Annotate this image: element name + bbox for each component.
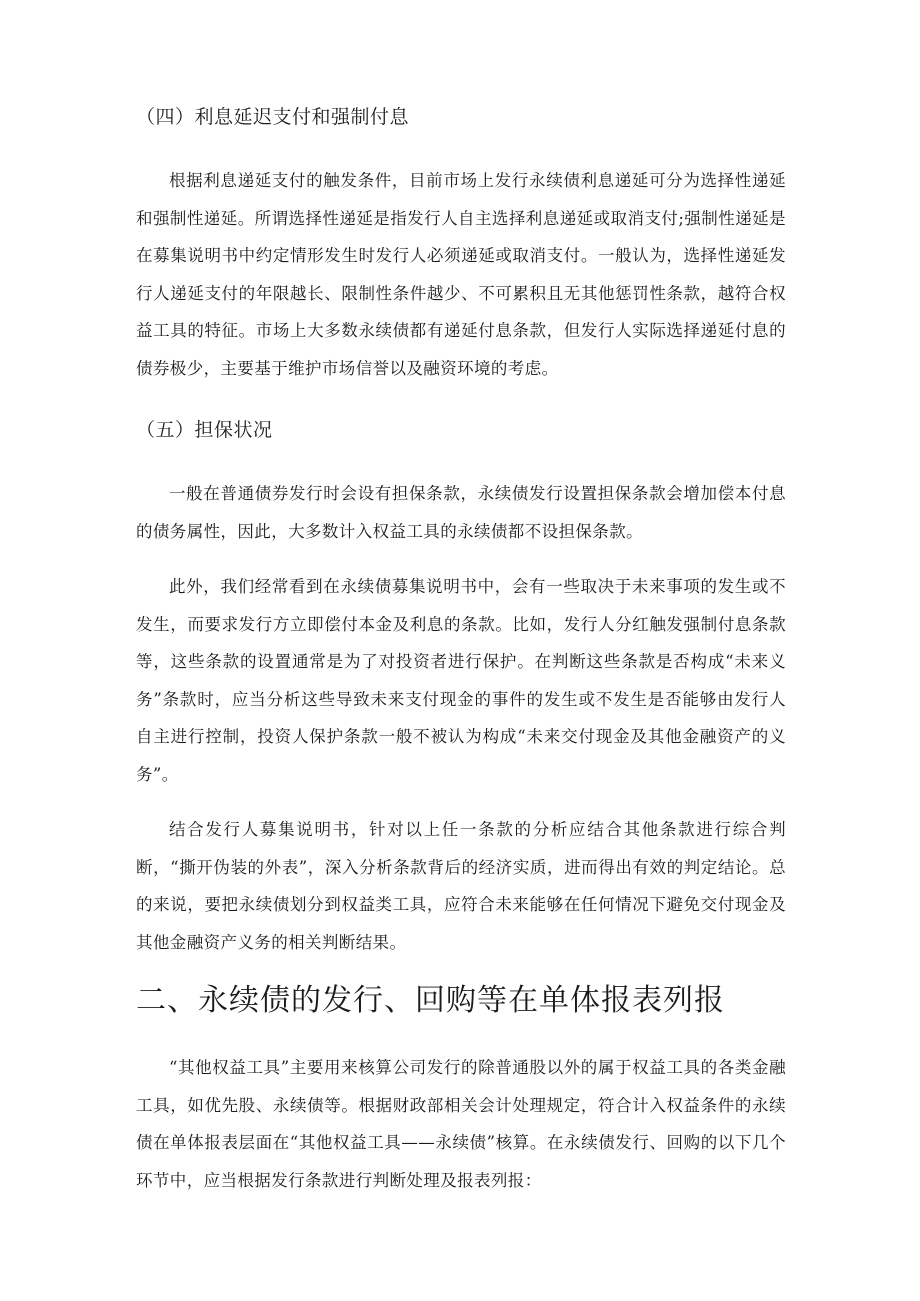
paragraph-future-obligation: 此外，我们经常看到在永续债募集说明书中，会有一些取决于未来事项的发生或不发生，而要求发行方立即偿付本金及利息的条款。比如，发行人分红触发强制付息条款等，这些条款的设置通常是为了对投资者进行保护。在判断这些条款是否构成“未来义务”条款时，应当分析这些导致未来支付现金的事件的发生或不发生是否能够由发行人自主进行控制，投资人保护条款一般不被认为构成“未来交付现金及其他金融资产的义务”。: [136, 577, 786, 784]
paragraph-guarantee: 一般在普通债券发行时会设有担保条款，永续债发行设置担保条款会增加偿本付息的债务属性，因此，大多数计入权益工具的永续债都不设担保条款。: [136, 484, 786, 541]
paragraph-conclusion: 结合发行人募集说明书，针对以上任一条款的分析应结合其他条款进行综合判断，“撕开伪装的外表”，深入分析条款背后的经济实质，进而得出有效的判定结论。总的来说，要把永续债划分到权益类工具，应符合未来能够在任何情况下避免交付现金及其他金融资产义务的相关判断结果。: [136, 820, 786, 952]
section-heading-guarantee: （五）担保状况: [136, 419, 273, 441]
chapter-heading: 二、永续债的发行、回购等在单体报表列报: [136, 983, 725, 1018]
paragraph-deferred-interest: 根据利息递延支付的触发条件，目前市场上发行永续债利息递延可分为选择性递延和强制性递延。所谓选择性递延是指发行人自主选择利息递延或取消支付;强制性递延是在募集说明书中约定情形发生时发行人必须递延或取消支付。一般认为，选择性递延发行人递延支付的年限越长、限制性条件越少、不可累积且无其他惩罚性条款，越符合权益工具的特征。市场上大多数永续债都有递延付息条款，但发行人实际选择递延付息的债券极少，主要基于维护市场信誉以及融资环境的考虑。: [136, 171, 786, 378]
document-body: [136, 102, 786, 1199]
paragraph-other-equity-instruments: “其他权益工具”主要用来核算公司发行的除普通股以外的属于权益工具的各类金融工具，如优先股、永续债等。根据财政部相关会计处理规定，符合计入权益条件的永续债在单体报表层面在“其他权益工具——永续债”核算。在永续债发行、回购的以下几个环节中，应当根据发行条款进行判断处理及报表列报：: [136, 1058, 786, 1190]
section-heading-deferred-interest: （四）利息延迟支付和强制付息: [136, 106, 410, 128]
